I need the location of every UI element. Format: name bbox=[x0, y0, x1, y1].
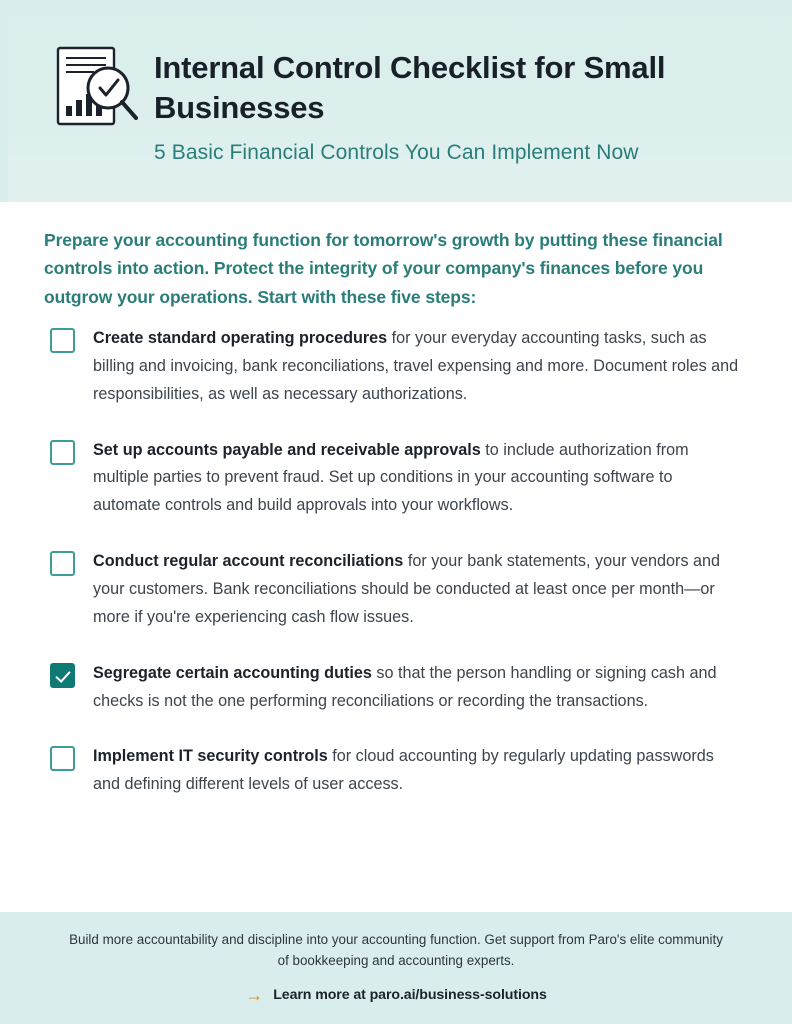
list-item-text bbox=[93, 325, 741, 409]
footer-cta[interactable] bbox=[0, 986, 792, 1004]
list-item[interactable] bbox=[44, 660, 748, 716]
list-item-lead: Create standard operating procedures bbox=[93, 329, 388, 348]
page-subtitle: 5 Basic Financial Controls You Can Implement Now bbox=[154, 141, 639, 165]
arrow-right-icon: → bbox=[245, 984, 264, 1005]
list-item-text bbox=[93, 548, 741, 632]
list-item[interactable] bbox=[44, 437, 748, 521]
checkbox-5[interactable] bbox=[50, 746, 75, 771]
checklist bbox=[44, 325, 748, 799]
document-magnifier-icon bbox=[50, 44, 142, 144]
list-item-rest: for cloud accounting by regularly updating passwords and defining different levels of user access. bbox=[93, 747, 714, 794]
checkbox-1[interactable] bbox=[50, 328, 75, 353]
list-item-text bbox=[93, 660, 741, 716]
learn-more-link[interactable]: Learn more at paro.ai/business-solutions bbox=[273, 986, 547, 1003]
list-item-rest: for your everyday accounting tasks, such as billing and invoicing, bank reconciliations, travel expensing and more. Document roles and responsibilities, as well as necessary authorizations. bbox=[93, 329, 739, 403]
list-item-rest: to include authorization from multiple parties to prevent fraud. Set up conditions in your accounting software to automate controls and build approvals into your workflows. bbox=[93, 440, 689, 515]
list-item[interactable] bbox=[44, 548, 748, 632]
footer-text: Build more accountability and discipline into your accounting function. Get support from Paro's elite community of bookkeeping and accounting experts. bbox=[69, 932, 723, 968]
list-item-rest: so that the person handling or signing cash and checks is not the one performing reconciliations or recording the transactions. bbox=[93, 663, 717, 710]
list-item-text bbox=[93, 437, 741, 521]
list-item-rest: for your bank statements, your vendors and your customers. Bank reconciliations should be conducted at least once per month—or more if you're experiencing cash flow issues. bbox=[93, 552, 721, 626]
list-item[interactable] bbox=[44, 325, 748, 409]
header-left-accent bbox=[0, 0, 8, 202]
document-header bbox=[0, 0, 792, 202]
list-item-lead: Conduct regular account reconciliations bbox=[93, 552, 404, 571]
list-item-lead: Segregate certain accounting duties bbox=[93, 663, 372, 682]
document-footer bbox=[0, 912, 792, 1024]
header-text-block bbox=[154, 26, 744, 165]
page-title: Internal Control Checklist for Small Businesses bbox=[154, 50, 666, 125]
checkbox-4[interactable] bbox=[50, 663, 75, 688]
document-body bbox=[0, 202, 792, 799]
checkbox-3[interactable] bbox=[50, 551, 75, 576]
intro-paragraph: Prepare your accounting function for tomorrow's growth by putting these financial controls into action. Protect the integrity of your company's finances before you outgrow your operations. Start with these five steps: bbox=[44, 230, 723, 307]
checkbox-2[interactable] bbox=[50, 440, 75, 465]
list-item-lead: Implement IT security controls bbox=[93, 747, 328, 766]
list-item-lead: Set up accounts payable and receivable approvals bbox=[93, 440, 481, 459]
list-item[interactable] bbox=[44, 743, 748, 799]
list-item-text bbox=[93, 743, 741, 799]
